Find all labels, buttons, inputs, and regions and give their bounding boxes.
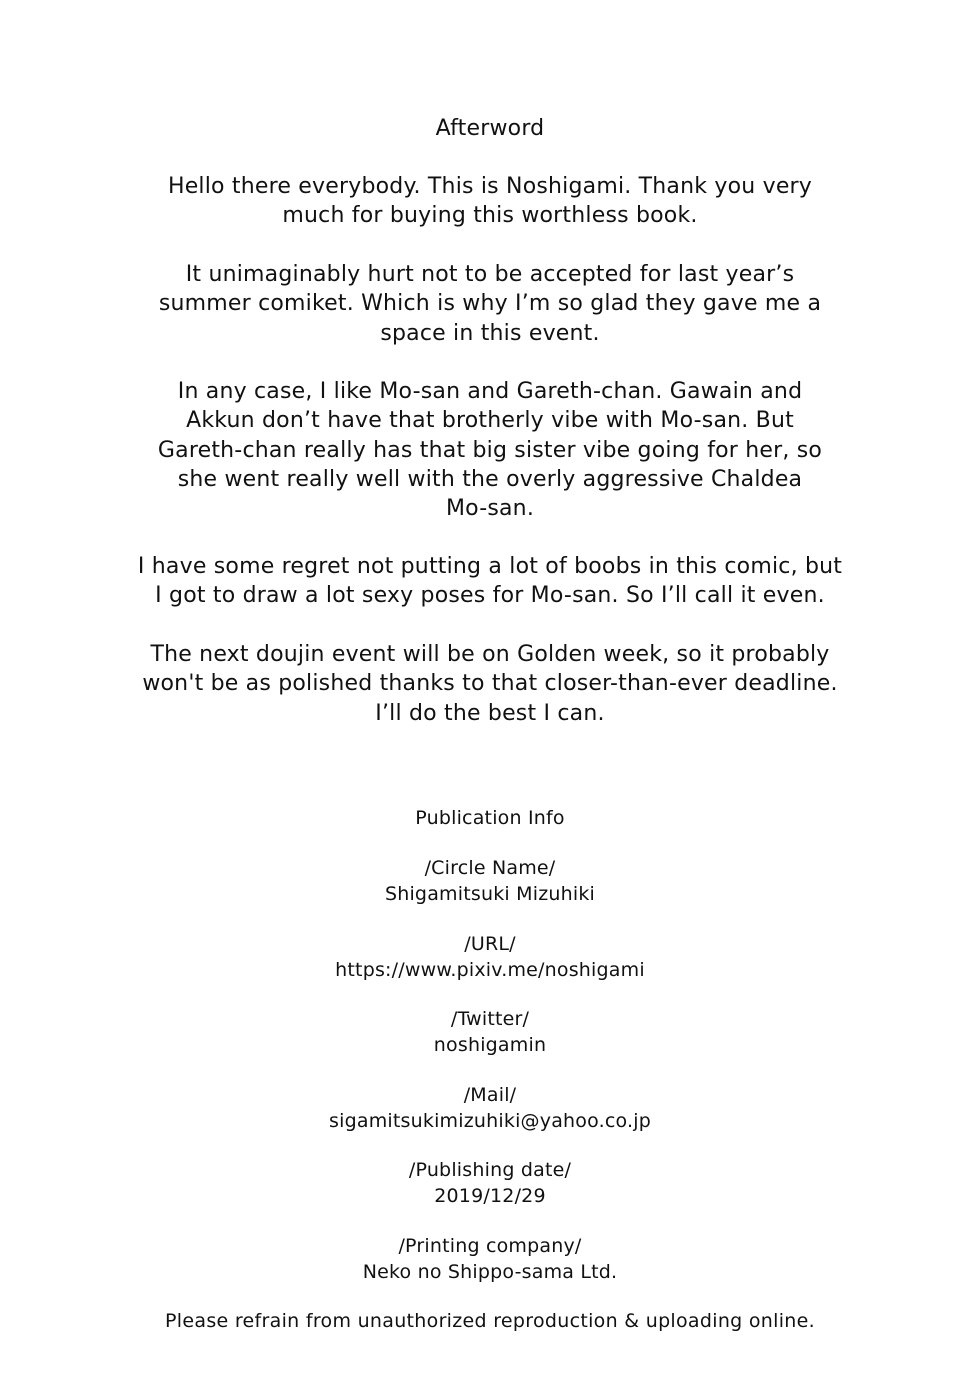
- afterword-paragraph-3: [0, 377, 980, 523]
- paragraph-line: I got to draw a lot sexy poses for Mo-san. So I’ll call it even.: [155, 583, 825, 609]
- url-value: https://www.pixiv.me/noshigami: [335, 958, 645, 981]
- publication-heading: Publication Info: [415, 807, 565, 829]
- publishing-date-entry: [0, 1158, 980, 1209]
- paragraph-line: I’ll do the best I can.: [375, 700, 605, 726]
- circle-name-value: Shigamitsuki Mizuhiki: [384, 882, 596, 905]
- paragraph-line: Akkun don’t have that brotherly vibe with Mo-san. But: [186, 408, 794, 434]
- afterword-paragraph-1: [0, 172, 980, 231]
- publishing-date-value: 2019/12/29: [434, 1184, 546, 1207]
- circle-name-entry: [0, 856, 980, 907]
- reproduction-notice: Please refrain from unauthorized reproduction & uploading online.: [165, 1310, 815, 1332]
- afterword-paragraph-2: [0, 260, 980, 348]
- paragraph-line: she went really well with the overly aggressive Chaldea: [177, 466, 803, 492]
- publishing-date-label: /Publishing date/: [408, 1159, 572, 1181]
- paragraph-line: won't be as polished thanks to that closer-than-ever deadline.: [142, 671, 838, 697]
- circle-name-label: /Circle Name/: [424, 857, 556, 879]
- afterword-paragraph-4: [0, 552, 980, 611]
- printing-company-label: /Printing company/: [398, 1235, 582, 1257]
- url-entry: [0, 932, 980, 983]
- afterword-paragraph-5: [0, 640, 980, 728]
- afterword-title: Afterword: [435, 116, 545, 141]
- paragraph-line: much for buying this worthless book.: [282, 203, 698, 229]
- paragraph-line: Mo-san.: [445, 496, 535, 522]
- paragraph-line: It unimaginably hurt not to be accepted for last year’s: [185, 262, 795, 287]
- twitter-entry: [0, 1007, 980, 1058]
- paragraph-line: Hello there everybody. This is Noshigami. Thank you very: [167, 174, 813, 199]
- printing-company-value: Neko no Shippo-sama Ltd.: [362, 1260, 618, 1283]
- mail-entry: [0, 1083, 980, 1134]
- paragraph-line: Gareth-chan really has that big sister vibe going for her, so: [157, 437, 823, 463]
- mail-label: /Mail/: [463, 1084, 517, 1106]
- printing-company-entry: [0, 1234, 980, 1285]
- paragraph-line: space in this event.: [380, 320, 600, 346]
- paragraph-line: In any case, I like Mo-san and Gareth-chan. Gawain and: [177, 379, 803, 404]
- url-label: /URL/: [464, 933, 516, 955]
- paragraph-line: I have some regret not putting a lot of boobs in this comic, but: [137, 554, 843, 579]
- twitter-label: /Twitter/: [450, 1008, 530, 1030]
- paragraph-line: The next doujin event will be on Golden week, so it probably: [150, 642, 830, 667]
- mail-value: sigamitsukimizuhiki@yahoo.co.jp: [329, 1109, 651, 1132]
- twitter-value: noshigamin: [433, 1033, 547, 1056]
- paragraph-line: summer comiket. Which is why I’m so glad they gave me a: [158, 291, 822, 317]
